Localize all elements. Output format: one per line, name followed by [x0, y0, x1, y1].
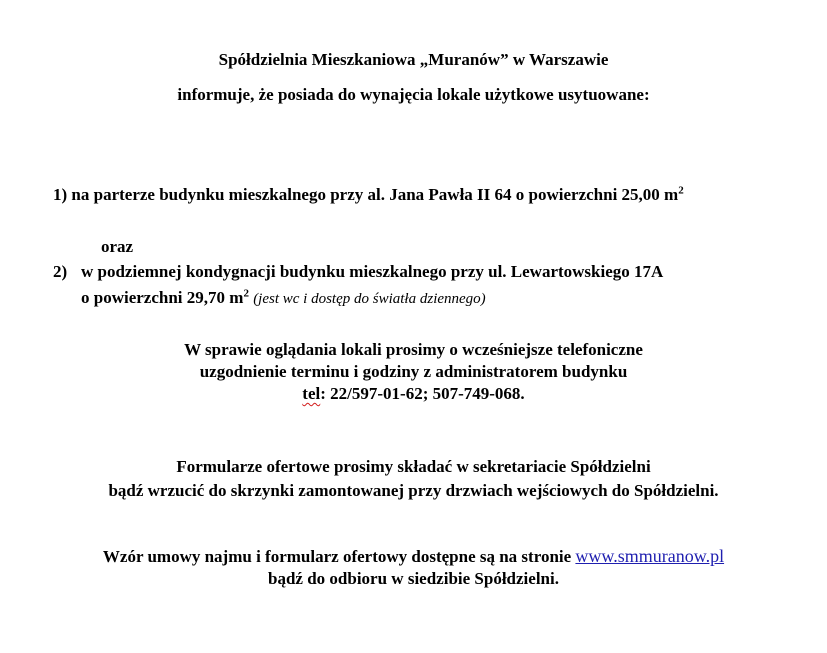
item-2-sup: 2 — [243, 287, 249, 300]
item-1-text: 1) na parterze budynku mieszkalnego przy al. Jana Pawła II 64 o powierzchni 25,00 m — [53, 185, 679, 204]
forms-line1: Formularze ofertowe prosimy składać w sekretariacie Spółdzielni — [176, 457, 651, 476]
item-2-line1: w podziemnej kondygnacji budynku mieszkalnego przy ul. Lewartowskiego 17A — [81, 262, 664, 281]
website-link[interactable]: www.smmuranow.pl — [575, 546, 725, 566]
contact-phone — [0, 384, 827, 404]
tel-word: tel — [302, 384, 321, 403]
item-2-area: o powierzchni 29,70 m — [81, 288, 244, 307]
forms-line2: bądź wrzucić do skrzynki zamontowanej przy drzwiach wejściowych do Spółdzielni. — [108, 481, 719, 500]
header-title: Spółdzielnia Mieszkaniowa „Muranów” w Warszawie — [218, 50, 609, 69]
tel-numbers: : 22/597-01-62; 507-749-068. — [320, 384, 525, 403]
item-2-number: 2) — [53, 262, 68, 281]
item-1-sup: 2 — [678, 184, 684, 197]
contact-line1: W sprawie oglądania lokali prosimy o wcześniejsze telefoniczne — [184, 340, 643, 359]
item-2-line2 — [81, 288, 486, 309]
item-2-note: (jest wc i dostęp do światła dziennego) — [253, 291, 486, 307]
contract-line2: bądź do odbioru w siedzibie Spółdzielni. — [268, 569, 559, 588]
contract-text: Wzór umowy najmu i formularz ofertowy dostępne są na stronie — [102, 547, 576, 566]
contract-line1 — [0, 546, 827, 567]
item-1 — [53, 185, 684, 205]
contact-line2: uzgodnienie terminu i godziny z administratorem budynku — [199, 362, 628, 381]
oraz-text: oraz — [101, 237, 134, 256]
header-subtitle: informuje, że posiada do wynajęcia lokale użytkowe usytuowane: — [177, 85, 650, 104]
